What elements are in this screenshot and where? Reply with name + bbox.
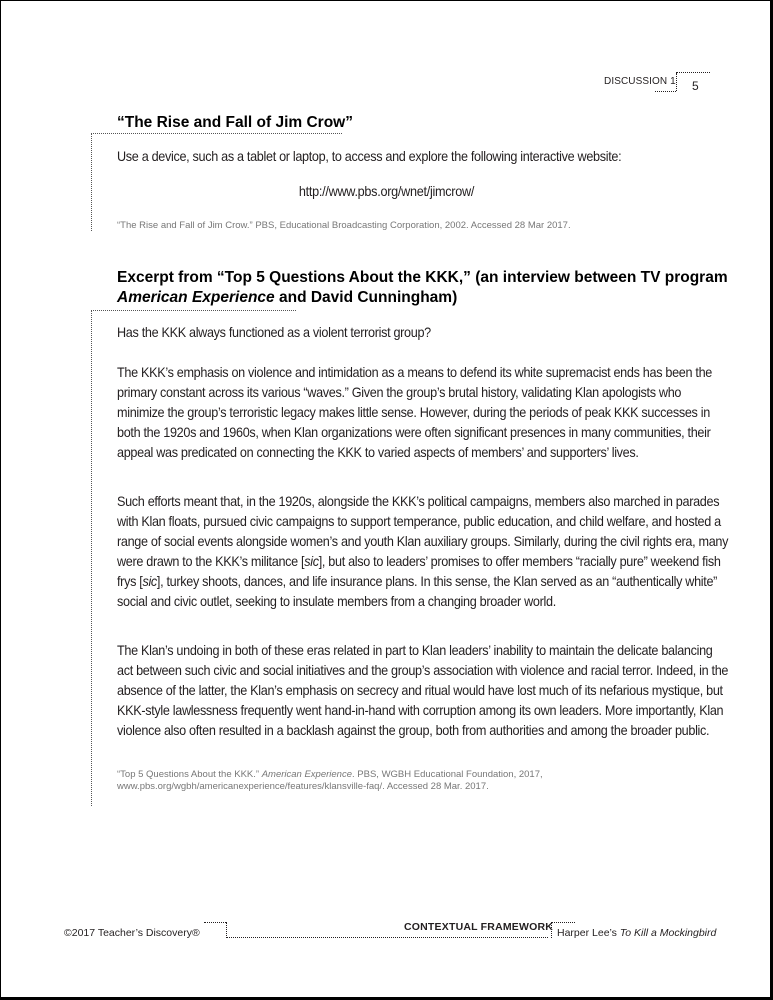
heading-line-2-rest: and David Cunningham) [274,289,458,306]
section-dotted-bar [91,310,92,806]
paragraph-1: The KKK’s emphasis on violence and intimidation as a means to defend its white supremacist ends has been the primary constant across its various “waves.” Given the group’s brutal history, validating Klan apologists who minimize the group’s terroristic legacy makes little sense. However, during the periods of peak KKK successes in both the 1920s and 1960s, when Klan organizations were often significant presences in many communities, their appeal was predicated on connecting the KKK to varied aspects of members’ and supporters’ lives. [117,365,712,460]
footer-section-label: CONTEXTUAL FRAMEWORK [404,921,554,933]
paragraph-2-part: ], but also to leaders’ promises to offer members “racially pure” weekend fish frys [ [117,553,721,589]
page-number: 5 [692,79,699,93]
footer-dotted-rule [551,922,575,923]
citation-part: . PBS, WGBH Educational Foundation, 2017, [352,769,543,780]
paragraph-2-part: ], turkey shoots, dances, and life insurance plans. In this sense, the Klan served as an “authentically white” social and civic outlet, seeking to insulate members from a changing broader world. [117,573,718,609]
header-dotted-rule [676,72,710,73]
footer-dotted-rule [226,937,548,938]
footer-dotted-divider [551,922,552,938]
citation-program-title: American Experience [261,769,352,780]
section-dotted-bar [91,133,92,231]
section-heading-kkk [117,268,728,308]
header-dotted-divider [676,73,677,91]
book-author: Harper Lee’s [557,927,620,939]
sic-note: sic [304,553,319,569]
program-title: American Experience [117,289,275,306]
citation-jim-crow: “The Rise and Fall of Jim Crow.” PBS, Educational Broadcasting Corporation, 2002. Accessed 28 Mar 2017. [117,220,571,231]
heading-line-2 [117,288,728,308]
instruction-text: Use a device, such as a tablet or laptop, to access and explore the following interactive website: [117,149,622,164]
book-title: To Kill a Mockingbird [619,927,717,939]
copyright-text: ©2017 Teacher’s Discovery® [64,927,200,939]
paragraph-2 [117,492,731,611]
citation-kkk [117,769,543,793]
section-dotted-rule [91,133,342,134]
sic-note: sic [142,573,157,589]
interview-question: Has the KKK always functioned as a violent terrorist group? [117,325,431,340]
paragraph-3: The Klan’s undoing in both of these eras related in part to Klan leaders’ inability to maintain the delicate balancing act between such civic and social initiatives and the group’s association with violence and racial terror. Indeed, in the absence of the latter, the Klan’s emphasis on secrecy and ritual would have lost much of its nefarious mystique, but KKK-style lawlessness frequently went hand-in-hand with corruption among its own leaders. More importantly, Klan violence also often resulted in a backlash against the group, both from authorities and among the broader public. [117,643,729,738]
citation-url: www.pbs.org/wgbh/americanexperience/features/klansville-faq/. Accessed 28 Mar. 2017. [117,781,489,792]
footer-dotted-divider [226,922,227,938]
section-label: DISCUSSION 1 [604,76,676,87]
header-dotted-rule [655,91,676,92]
section-heading-jim-crow: “The Rise and Fall of Jim Crow” [117,114,353,131]
heading-line-1: Excerpt from “Top 5 Questions About the KKK,” (an interview between TV program [117,269,728,286]
paragraph-2-part: Such efforts meant that, in the 1920s, alongside the KKK’s political campaigns, members also marched in parades with Klan floats, pursued civic campaigns to support temperance, public education, and child welfare, and hosted a range of social events alongside women’s and youth Klan auxiliary groups. Similarly, during the civil rights era, many were drawn to the KKK’s militance [ [117,494,729,569]
footer-book-title [557,927,716,939]
citation-part: “Top 5 Questions About the KKK.” [117,769,262,780]
section-dotted-rule [91,310,296,311]
footer-dotted-rule [204,922,226,923]
jim-crow-url[interactable]: http://www.pbs.org/wnet/jimcrow/ [298,184,475,199]
